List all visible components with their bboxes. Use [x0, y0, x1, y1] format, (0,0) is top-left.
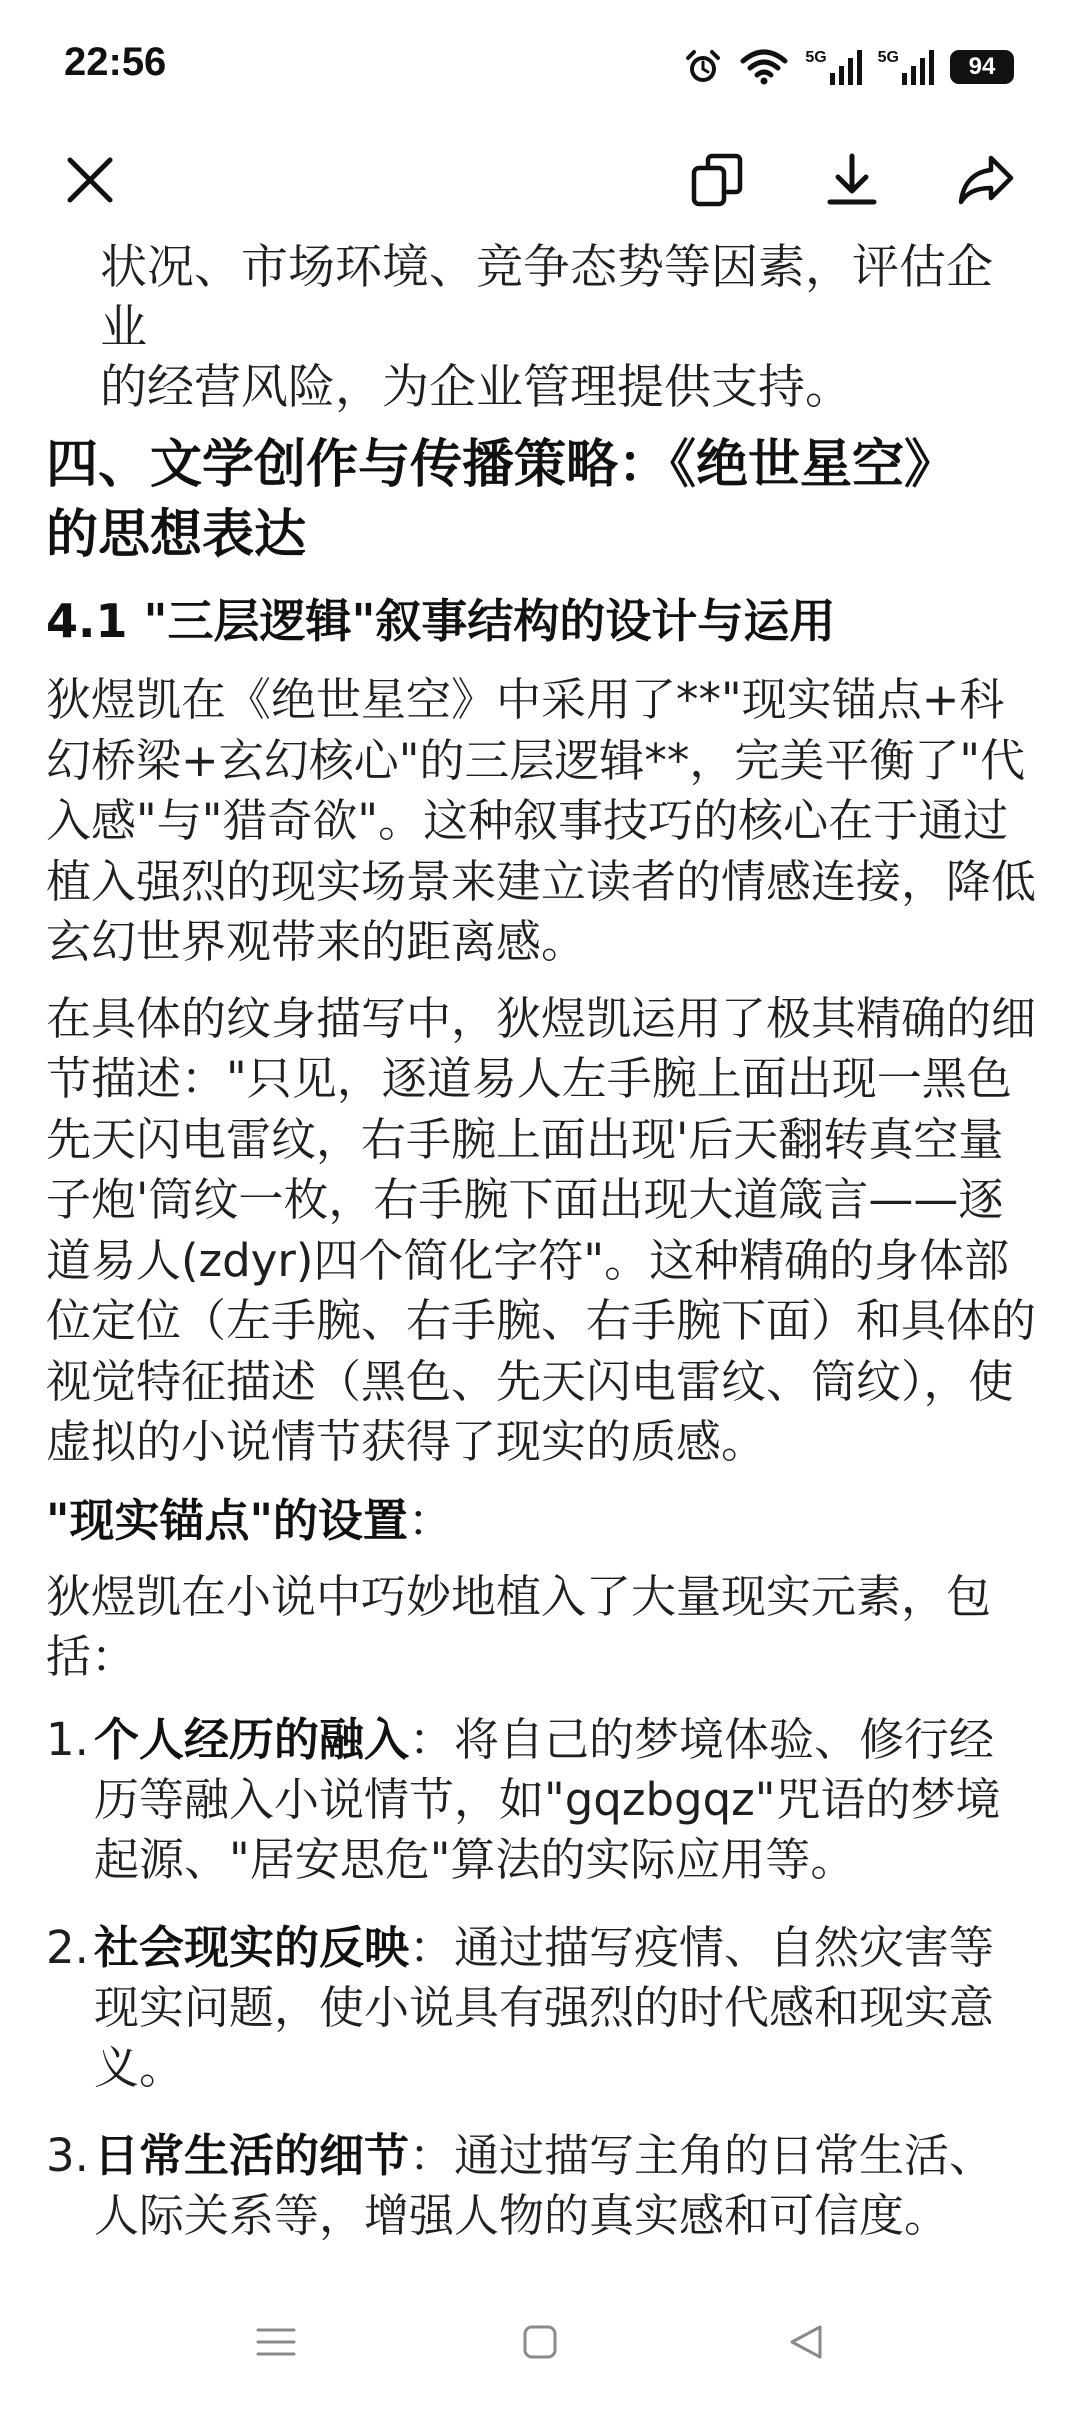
list-item-heading: 社会现实的反映 — [94, 1920, 410, 1974]
section-title — [46, 430, 1036, 570]
list-item-heading: 日常生活的细节 — [94, 2128, 410, 2182]
copy-button[interactable] — [668, 130, 768, 230]
back-button[interactable] — [766, 2302, 846, 2382]
share-button[interactable] — [936, 130, 1036, 230]
label-line — [46, 1491, 1036, 1551]
text-fragment-line: 状况、市场环境、竞争态势等因素，评估企业 — [100, 240, 993, 355]
list-number: 2. — [46, 1920, 89, 1974]
status-time: 22:56 — [64, 40, 167, 84]
download-icon — [822, 150, 882, 210]
battery-icon: 94 — [950, 50, 1014, 84]
list-number: 3. — [46, 2128, 89, 2182]
back-icon — [786, 2322, 826, 2362]
menu-icon — [254, 2322, 298, 2362]
section-title-line: 的思想表达 — [46, 505, 307, 565]
list-item-heading: 个人经历的融入 — [94, 1712, 410, 1766]
list-item — [46, 1918, 1036, 2098]
paragraph: 在具体的纹身描写中，狄煜凯运用了极其精确的细节描述："只见，逐道易人左手腕上面出现一黑色先天闪电雷纹，右手腕上面出现'后天翻转真空量子炮'筒纹一枚，右手腕下面出现大道箴言——逐道易人(zdyr)四个简化字符"。这种精确的身体部位定位（左手腕、右手腕、右手腕下面）和具体的视觉特征描述（黑色、先天闪电雷纹、筒纹），使虚拟的小说情节获得了现实的质感。 — [46, 991, 1036, 1468]
close-button[interactable] — [40, 130, 140, 230]
alarm-icon — [683, 47, 723, 87]
signal-5g-icon — [805, 49, 861, 85]
numbered-list — [46, 1710, 1036, 2246]
list-number: 1. — [46, 1712, 89, 1766]
status-bar — [0, 0, 1080, 130]
navigation-bar — [0, 2268, 1080, 2412]
status-icons — [683, 44, 1014, 90]
text-fragment-line: 的经营风险，为企业管理提供支持。 — [100, 360, 852, 415]
list-item — [46, 1710, 1036, 1890]
download-button[interactable] — [802, 130, 902, 230]
network-label: 5G — [877, 49, 899, 66]
list-item-text: ：将自己的梦境体验、修行经历等融入小说情节，如"gqzbgqz"咒语的梦境起源、"居安思危"算法的实际应用等。 — [94, 1712, 1001, 1886]
section-title-line: 四、文学创作与传播策略：《绝世星空》 — [46, 435, 957, 495]
document-content[interactable] — [46, 238, 1036, 2248]
label-colon: ： — [407, 1493, 453, 1547]
paragraph: 狄煜凯在《绝世星空》中采用了**"现实锚点+科幻桥梁+玄幻核心"的三层逻辑**，完美平衡了"代入感"与"猎奇欲"。这种叙事技巧的核心在于通过植入强烈的现实场景来建立读者的情感连接，降低玄幻世界观带来的距离感。 — [46, 673, 1036, 968]
menu-button[interactable] — [236, 2302, 316, 2382]
share-icon — [955, 150, 1017, 210]
list-item-text: ：通过描写疫情、自然灾害等现实问题，使小说具有强烈的时代感和现实意义。 — [94, 1920, 995, 2094]
close-icon — [62, 152, 118, 208]
toolbar — [0, 130, 1080, 242]
home-icon — [520, 2322, 560, 2362]
wifi-icon — [739, 47, 789, 87]
network-label: 5G — [805, 49, 827, 66]
paragraph: 狄煜凯在小说中巧妙地植入了大量现实元素，包括： — [46, 1569, 992, 1683]
copy-icon — [688, 150, 748, 210]
sub-title: 4.1 "三层逻辑"叙事结构的设计与运用 — [46, 594, 836, 648]
home-button[interactable] — [500, 2302, 580, 2382]
list-item-text: ：通过描写主角的日常生活、人际关系等，增强人物的真实感和可信度。 — [94, 2128, 995, 2242]
list-item — [46, 2126, 1036, 2246]
signal-5g-icon — [878, 49, 934, 85]
label-bold: "现实锚点"的设置 — [46, 1493, 408, 1547]
